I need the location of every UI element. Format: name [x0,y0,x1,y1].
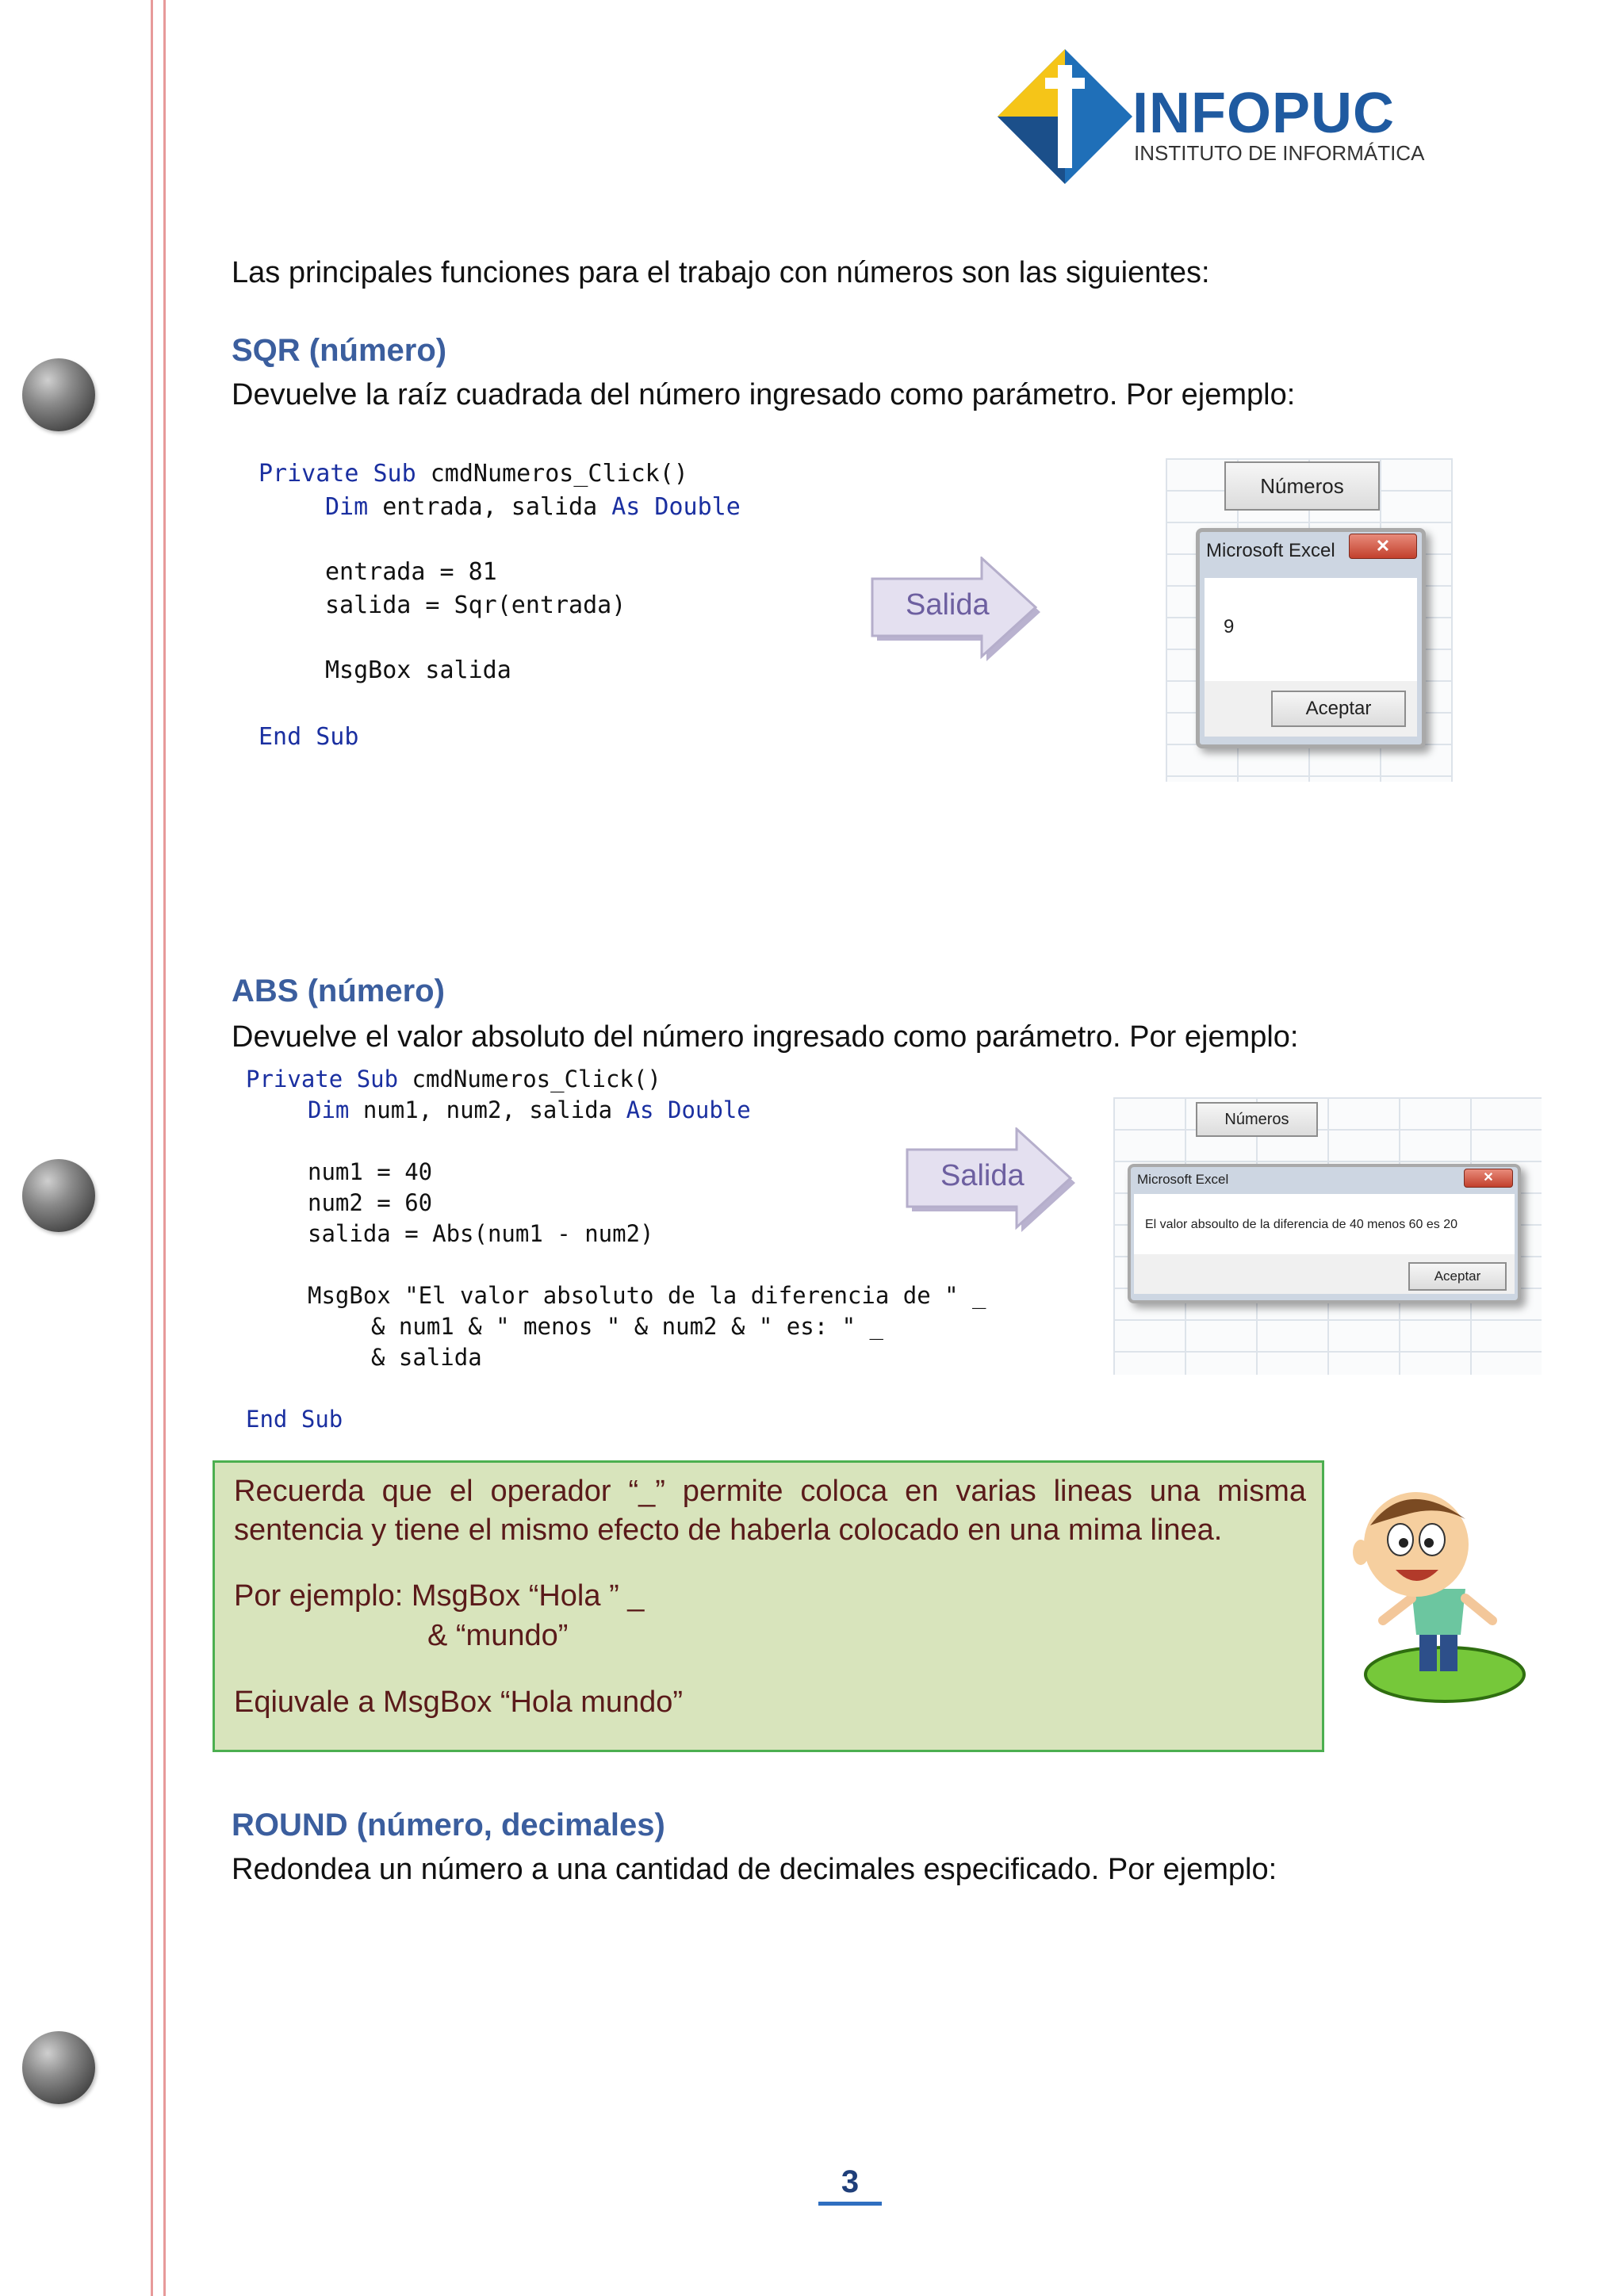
abs-code-line-3: num1 = 40 [308,1158,433,1185]
sqr-msgbox-title: Microsoft Excel [1206,540,1335,561]
code-keyword: Sub [356,1066,399,1093]
code-keyword: End [246,1406,288,1433]
code-text: entrada, salida [368,493,612,521]
logo-emblem-icon [998,49,1132,184]
abs-code-line-6: MsgBox "El valor absoluto de la diferencia de " _ [308,1282,986,1309]
boy-mascot-icon [1351,1487,1527,1706]
sqr-description: Devuelve la raíz cuadrada del número ingresado como parámetro. Por ejemplo: [232,378,1296,411]
code-keyword: Sub [316,723,359,751]
tip-example-line-1: Por ejemplo: MsgBox “Hola ” _ [234,1579,645,1613]
abs-msgbox-body [1134,1194,1515,1254]
close-icon[interactable]: ✕ [1464,1169,1513,1188]
sqr-code-line-4: salida = Sqr(entrada) [325,591,626,619]
abs-output-arrow [906,1127,1080,1235]
logo [998,49,1426,184]
code-keyword: As [626,1096,654,1123]
page-number [818,2164,882,2206]
tip-text: Recuerda que el operador “_” permite coloca en varias lineas una misma sentencia y tiene el mismo efecto de haberla colocado en una mima linea. [234,1475,1306,1547]
abs-code-line-4: num2 = 60 [308,1189,433,1216]
abs-excel-screenshot [1113,1097,1542,1375]
sqr-msgbox-footer [1205,681,1417,737]
binder-hole-2 [22,1159,95,1232]
abs-aceptar-button[interactable]: Aceptar [1408,1262,1507,1291]
abs-code-line-5: salida = Abs(num1 - num2) [308,1220,654,1247]
code-keyword: Double [667,1096,751,1123]
sqr-code-line-2 [325,493,741,521]
sqr-code-line-3: entrada = 81 [325,558,497,586]
sqr-output-arrow [871,557,1045,664]
abs-msgbox [1128,1164,1521,1303]
code-text: cmdNumeros_Click() [398,1066,661,1093]
sqr-aceptar-button[interactable]: Aceptar [1271,691,1406,727]
sqr-msgbox [1196,528,1426,748]
intro-text: Las principales funciones para el trabajo con números son las siguientes: [232,256,1210,289]
sqr-msgbox-message: 9 [1224,616,1235,637]
tip-equivalent: Eqiuvale a MsgBox “Hola mundo” [234,1686,684,1719]
code-text: cmdNumeros_Click() [416,460,688,488]
margin-line-right [163,0,166,2296]
abs-code-line-2 [308,1096,751,1123]
code-keyword: Private [246,1066,343,1093]
abs-description: Devuelve el valor absoluto del número ingresado como parámetro. Por ejemplo: [232,1020,1299,1054]
code-text: num1, num2, salida [349,1096,626,1123]
binder-hole-3 [22,2031,95,2104]
abs-heading: ABS (número) [232,974,445,1008]
binder-hole-1 [22,358,95,431]
sqr-code-line-1 [259,460,688,488]
round-description: Redondea un número a una cantidad de decimales especificado. Por ejemplo: [232,1853,1277,1886]
code-keyword: As [611,493,641,521]
sqr-msgbox-body [1205,578,1417,681]
abs-msgbox-footer [1134,1254,1515,1294]
close-icon[interactable]: ✕ [1349,534,1417,559]
sqr-arrow-label: Salida [906,588,990,622]
tip-example-line-2: & “mundo” [427,1619,569,1652]
abs-numeros-button[interactable]: Números [1196,1102,1318,1137]
abs-msgbox-message: El valor absoulto de la diferencia de 40 menos 60 es 20 [1145,1218,1458,1231]
logo-name: INFOPUC [1132,82,1395,145]
code-keyword: Double [654,493,741,521]
margin-line-left [151,0,153,2296]
tip-box [213,1460,1324,1752]
abs-msgbox-title: Microsoft Excel [1137,1172,1229,1187]
code-keyword: End [259,723,302,751]
round-heading: ROUND (número, decimales) [232,1808,665,1843]
abs-code-line-7: & num1 & " menos " & num2 & " es: " _ [371,1313,884,1340]
code-keyword: Dim [308,1096,350,1123]
code-text [640,493,654,521]
code-keyword: Private [259,460,359,488]
sqr-heading: SQR (número) [232,333,447,368]
abs-arrow-label: Salida [940,1159,1025,1192]
abs-code-line-1 [246,1066,661,1093]
code-text [654,1096,668,1123]
page-number-value: 3 [841,2164,860,2199]
sqr-code-line-6 [259,723,358,751]
sqr-excel-screenshot [1166,458,1453,782]
code-keyword: Sub [301,1406,343,1433]
abs-code-line-9 [246,1406,343,1433]
logo-subtitle: INSTITUTO DE INFORMÁTICA [1134,141,1425,165]
sqr-code-line-5: MsgBox salida [325,656,511,684]
code-keyword: Sub [373,460,416,488]
cartoon-boy-illustration [1351,1487,1527,1706]
code-keyword: Dim [325,493,369,521]
sqr-numeros-button[interactable]: Números [1224,461,1380,511]
abs-code-line-8: & salida [371,1344,482,1371]
page-number-underline [818,2202,882,2206]
